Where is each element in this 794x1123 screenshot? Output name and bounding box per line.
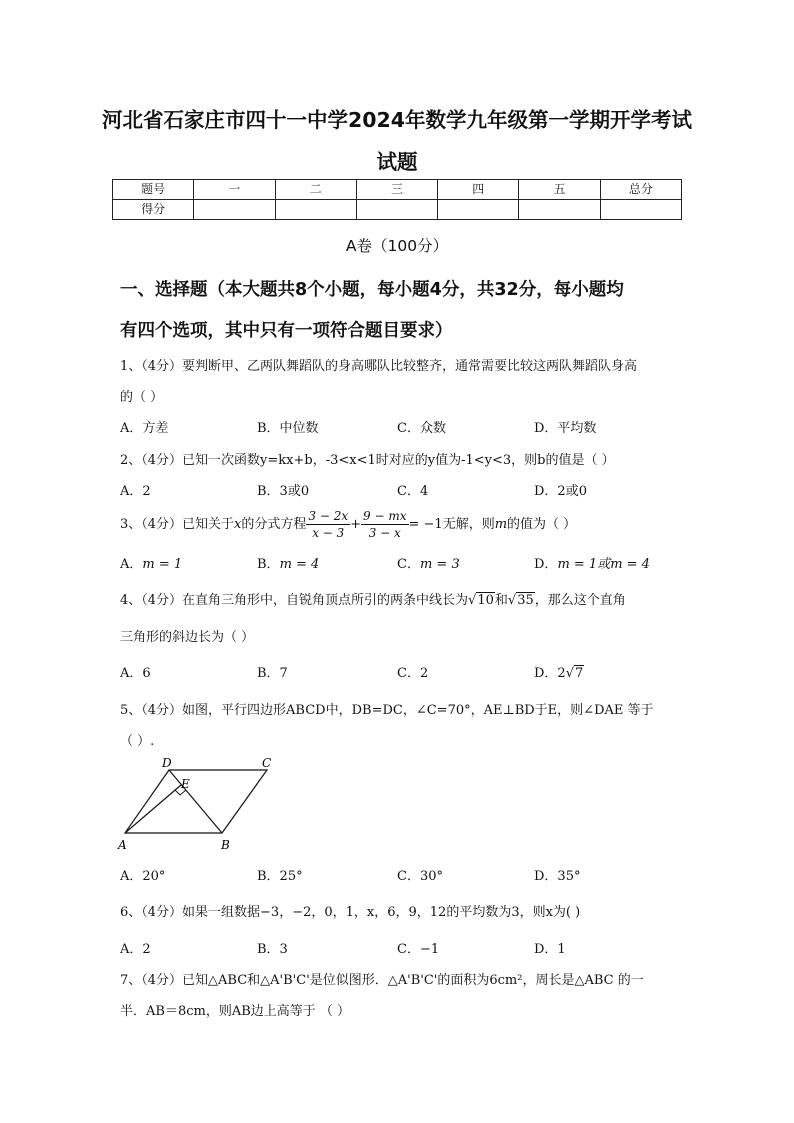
- question-4-line-1: [120, 589, 626, 608]
- question-2-options: [120, 480, 690, 498]
- option-d[interactable]: D．平均数: [534, 421, 597, 436]
- score-input-cell[interactable]: [275, 200, 356, 220]
- question-6-line-1: 6、（4分）如果一组数据−3，−2，0，1，x，6，9，12的平均数为3，则x为( ): [120, 905, 581, 920]
- section-heading-line-2: 有四个选项，其中只有一项符合题目要求）: [120, 321, 453, 341]
- sqrt-35-radicand: 35: [517, 593, 534, 608]
- fraction-2-numerator: 9 − mx: [363, 509, 407, 523]
- q4-prefix: 4、（4分）在直角三角形中，自锐角顶点所引的两条中线长为: [120, 593, 469, 608]
- section-heading-line-1: 一、选择题（本大题共8个小题，每小题4分，共32分，每小题均: [120, 280, 624, 300]
- option-d[interactable]: D．35°: [534, 869, 581, 884]
- option-d-text: D．2: [534, 666, 566, 681]
- option-c-letter: C．: [397, 557, 420, 572]
- title-line-2: 试题: [376, 150, 418, 174]
- option-a-math: m = 1: [142, 557, 183, 572]
- question-6-options: [120, 938, 690, 956]
- label-e: E: [181, 777, 190, 791]
- question-5-line-2: （ ）.: [120, 734, 155, 749]
- q3-rhs: = −1无解，则: [408, 517, 495, 532]
- fraction-1-numerator: 3 − 2x: [308, 509, 349, 523]
- score-table-score-row: [113, 200, 682, 220]
- score-cell: 题号: [113, 180, 194, 200]
- title-line-1: 河北省石家庄市四十一中学2024年数学九年级第一学期开学考试: [101, 108, 693, 132]
- option-c-math: m = 3: [419, 557, 460, 572]
- option-a[interactable]: A．2: [120, 484, 151, 499]
- score-cell: 总分: [600, 180, 681, 200]
- option-b[interactable]: B．25°: [257, 869, 303, 884]
- option-c[interactable]: C．4: [397, 484, 429, 499]
- score-table: [112, 179, 682, 220]
- score-input-cell[interactable]: [519, 200, 600, 220]
- option-b[interactable]: B．7: [257, 666, 288, 681]
- option-d-letter: D．: [534, 557, 558, 572]
- option-b[interactable]: [257, 553, 319, 572]
- option-a[interactable]: A．2: [120, 942, 151, 957]
- option-c[interactable]: C．30°: [397, 869, 443, 884]
- q4-and: 和: [494, 593, 508, 608]
- q4-suffix: ，那么这个直角: [534, 593, 626, 608]
- option-a[interactable]: A．方差: [120, 421, 169, 436]
- score-cell: 二: [275, 180, 356, 200]
- score-input-cell[interactable]: [600, 200, 681, 220]
- question-5-line-1: 5、（4分）如图，平行四边形ABCD中，DB=DC，∠C=70°，AE⊥BD于E，则∠DAE 等于: [120, 703, 654, 718]
- option-d-math: m = 1或m = 4: [557, 557, 650, 572]
- sqrt-7-radicand: 7: [575, 666, 584, 681]
- option-a[interactable]: [120, 553, 182, 572]
- question-4-options: [120, 662, 690, 680]
- question-3-line-1: [120, 508, 576, 541]
- question-3-options: [120, 553, 690, 571]
- option-b[interactable]: B．中位数: [257, 421, 319, 436]
- sqrt-10: √10: [468, 593, 494, 608]
- sqrt-7: √7: [565, 666, 584, 681]
- score-cell: 三: [356, 180, 437, 200]
- option-d[interactable]: D．1: [534, 942, 566, 957]
- score-input-cell[interactable]: [356, 200, 437, 220]
- sqrt-35: √35: [507, 593, 534, 608]
- label-c: C: [262, 756, 272, 770]
- parallelogram-figure: [115, 755, 285, 855]
- option-d[interactable]: D．2或0: [534, 484, 587, 499]
- fraction-1: [306, 508, 350, 541]
- q3-var-x: x: [234, 517, 242, 532]
- option-c[interactable]: C．众数: [397, 421, 446, 436]
- question-1-options: [120, 417, 690, 435]
- option-b[interactable]: B．3: [257, 942, 288, 957]
- option-b[interactable]: B．3或0: [257, 484, 310, 499]
- q3-mid: 的分式方程: [241, 517, 307, 532]
- question-1-line-2: 的（ ）: [120, 390, 164, 405]
- q3-suffix: 的值为（ ）: [507, 517, 577, 532]
- question-7-line-2: 半．AB＝8cm，则AB边上高等于 （ ）: [120, 1004, 351, 1019]
- q3-plus: +: [350, 517, 362, 532]
- option-c[interactable]: C．2: [397, 666, 429, 681]
- score-cell: 得分: [113, 200, 194, 220]
- sqrt-10-radicand: 10: [477, 593, 494, 608]
- option-a[interactable]: A．6: [120, 666, 151, 681]
- score-cell: 四: [438, 180, 519, 200]
- score-cell: 五: [519, 180, 600, 200]
- option-c[interactable]: C．−1: [397, 942, 440, 957]
- option-c[interactable]: [397, 553, 460, 572]
- label-d: D: [162, 756, 172, 770]
- score-input-cell[interactable]: [194, 200, 275, 220]
- q3-prefix: 3、（4分）已知关于: [120, 517, 235, 532]
- question-5-options: [120, 865, 690, 883]
- label-b: B: [221, 838, 230, 852]
- option-d[interactable]: [534, 553, 650, 572]
- question-4-line-2: 三角形的斜边长为（ ）: [120, 630, 255, 645]
- score-input-cell[interactable]: [438, 200, 519, 220]
- diagonal-db: [169, 770, 222, 833]
- label-a: A: [118, 838, 127, 852]
- option-b-math: m = 4: [279, 557, 320, 572]
- q3-var-m: m: [494, 517, 508, 532]
- question-2-line-1: 2、（4分）已知一次函数y=kx+b，-3<x<1时对应的y值为-1<y<3，则b的值是（ ）: [120, 453, 615, 468]
- volume-label: A卷（100分）: [345, 237, 449, 255]
- score-table-header-row: [113, 180, 682, 200]
- option-d[interactable]: [534, 662, 584, 681]
- option-a[interactable]: A．20°: [120, 869, 166, 884]
- fraction-2-denominator: 3 − x: [368, 526, 401, 540]
- fraction-1-denominator: x − 3: [312, 526, 345, 540]
- fraction-2: [361, 508, 408, 541]
- score-cell: 一: [194, 180, 275, 200]
- option-b-letter: B．: [257, 557, 280, 572]
- question-1-line-1: 1、（4分）要判断甲、乙两队舞蹈队的身高哪队比较整齐，通常需要比较这两队舞蹈队身高: [120, 359, 638, 374]
- question-7-line-1: 7、（4分）已知△ABC和△A'B'C'是位似图形．△A'B'C'的面积为6cm²，周长是△ABC 的一: [120, 973, 644, 988]
- option-a-letter: A．: [120, 557, 143, 572]
